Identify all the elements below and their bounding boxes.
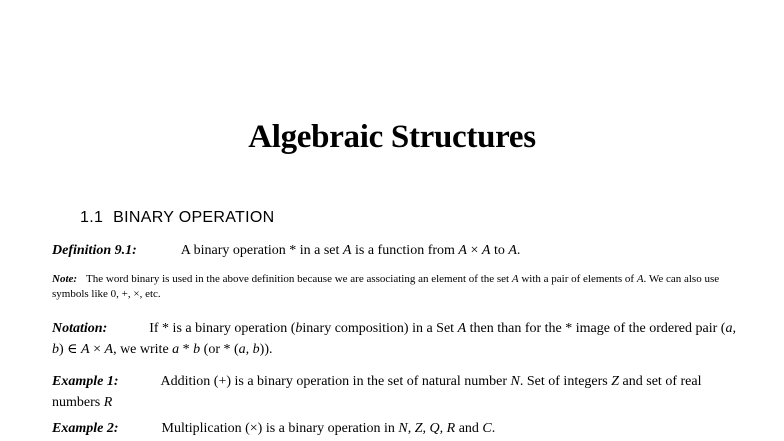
notation-label: Notation:: [52, 321, 108, 336]
definition-paragraph: Definition 9.1: A binary operation * in a set A is a function from A × A to A.: [52, 243, 521, 258]
page-title: Algebraic Structures: [248, 119, 536, 155]
note-paragraph: Note: The word binary is used in the above definition because we are associating an element of the set A with a pair of elements of A. We can also use symbols like 0, +, ×, etc.: [52, 273, 720, 300]
section-title: BINARY OPERATION: [113, 209, 275, 226]
definition-label: Definition 9.1:: [52, 243, 137, 258]
notation-paragraph: Notation: If * is a binary operation (binary composition) in a Set A then than for the * image of the ordered pair (a, b) ∈ A × A, we write a * b (or * (a, b)).: [52, 321, 736, 357]
example-2-label: Example 2:: [52, 421, 119, 436]
example-1-label: Example 1:: [52, 374, 119, 389]
note-label: Note:: [52, 273, 78, 285]
section-number: 1.1: [80, 209, 104, 226]
section-heading: [80, 209, 274, 227]
example-2-paragraph: Example 2: Multiplication (×) is a binary operation in N, Z, Q, R and C.: [52, 421, 496, 436]
example-1-paragraph: Example 1: Addition (+) is a binary operation in the set of natural number N. Set of integers Z and set of real numbers R: [52, 374, 702, 410]
